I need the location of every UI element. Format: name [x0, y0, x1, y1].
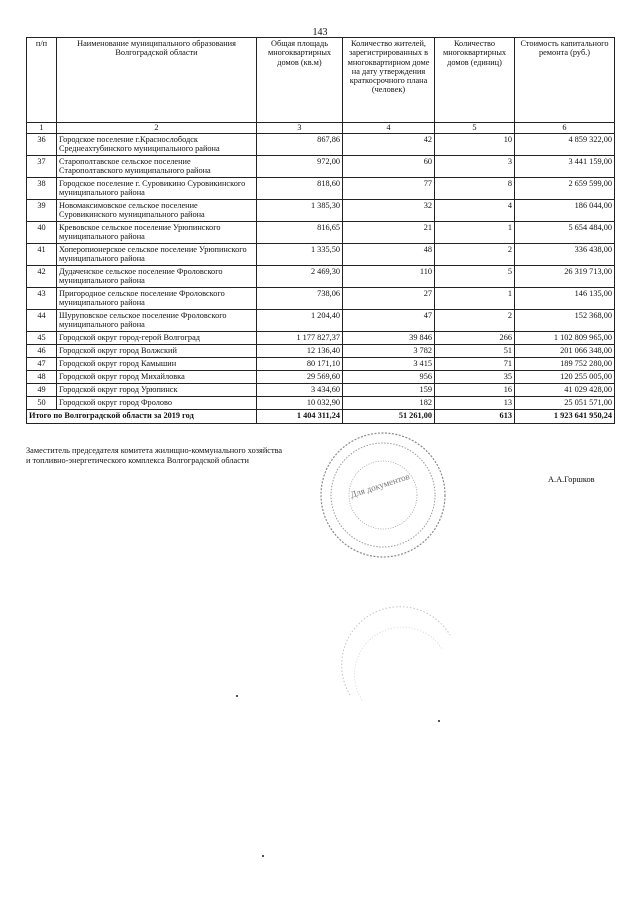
row-index: 37 — [27, 156, 57, 178]
row-name: Пригородное сельское поселение Фроловского муниципального района — [57, 288, 257, 310]
row-residents: 77 — [343, 178, 435, 200]
header-index: п/п — [27, 38, 57, 123]
row-cost: 26 319 713,00 — [515, 266, 615, 288]
row-area: 12 136,40 — [257, 345, 343, 358]
row-cost: 201 066 348,00 — [515, 345, 615, 358]
table-header-row — [27, 38, 615, 123]
row-area: 818,60 — [257, 178, 343, 200]
row-residents: 21 — [343, 222, 435, 244]
row-cost: 186 044,00 — [515, 200, 615, 222]
row-index: 47 — [27, 358, 57, 371]
row-houses: 3 — [435, 156, 515, 178]
row-residents: 42 — [343, 134, 435, 156]
column-number: 2 — [57, 123, 257, 134]
row-index: 48 — [27, 371, 57, 384]
total-houses: 613 — [435, 410, 515, 424]
table-row — [27, 200, 615, 222]
column-number: 1 — [27, 123, 57, 134]
row-name: Городской округ город-герой Волгоград — [57, 332, 257, 345]
row-houses: 35 — [435, 371, 515, 384]
row-index: 36 — [27, 134, 57, 156]
table-row — [27, 156, 615, 178]
official-stamp — [318, 430, 448, 560]
row-cost: 336 438,00 — [515, 244, 615, 266]
row-index: 50 — [27, 397, 57, 410]
row-houses: 13 — [435, 397, 515, 410]
row-area: 816,65 — [257, 222, 343, 244]
row-residents: 182 — [343, 397, 435, 410]
row-cost: 3 441 159,00 — [515, 156, 615, 178]
row-cost: 152 368,00 — [515, 310, 615, 332]
row-cost: 25 051 571,00 — [515, 397, 615, 410]
row-residents: 110 — [343, 266, 435, 288]
row-name: Городской округ город Волжский — [57, 345, 257, 358]
row-houses: 266 — [435, 332, 515, 345]
table-row — [27, 371, 615, 384]
row-name: Городской округ город Камышин — [57, 358, 257, 371]
row-index: 43 — [27, 288, 57, 310]
column-number: 6 — [515, 123, 615, 134]
row-residents: 3 782 — [343, 345, 435, 358]
row-index: 40 — [27, 222, 57, 244]
scan-speck — [262, 855, 264, 857]
faint-stamp-imprint — [330, 605, 460, 715]
column-number: 5 — [435, 123, 515, 134]
row-area: 972,00 — [257, 156, 343, 178]
table-row — [27, 384, 615, 397]
row-cost: 189 752 280,00 — [515, 358, 615, 371]
signer-name: А.А.Горшков — [548, 475, 595, 484]
table-row — [27, 288, 615, 310]
row-index: 38 — [27, 178, 57, 200]
row-name: Городской округ город Урюпинск — [57, 384, 257, 397]
row-index: 44 — [27, 310, 57, 332]
table-row — [27, 345, 615, 358]
row-index: 49 — [27, 384, 57, 397]
table-row — [27, 134, 615, 156]
row-area: 80 171,10 — [257, 358, 343, 371]
row-cost: 2 659 599,00 — [515, 178, 615, 200]
table-row — [27, 332, 615, 345]
row-area: 29 569,60 — [257, 371, 343, 384]
column-number: 3 — [257, 123, 343, 134]
row-houses: 10 — [435, 134, 515, 156]
svg-text:Для документов — [349, 471, 411, 500]
row-residents: 48 — [343, 244, 435, 266]
total-residents: 51 261,00 — [343, 410, 435, 424]
header-residents: Количество жителей, зарегистрированных в многоквартирном доме на дату утверждения краткосрочного плана (человек) — [343, 38, 435, 123]
table-row — [27, 397, 615, 410]
row-name: Дудаченское сельское поселение Фроловского муниципального района — [57, 266, 257, 288]
row-area: 1 204,40 — [257, 310, 343, 332]
row-cost: 146 135,00 — [515, 288, 615, 310]
row-houses: 2 — [435, 310, 515, 332]
total-label: Итого по Волгоградской области за 2019 год — [27, 410, 257, 424]
row-houses: 51 — [435, 345, 515, 358]
scan-speck — [438, 720, 440, 722]
header-area: Общая площадь многоквартирных домов (кв.м) — [257, 38, 343, 123]
row-name: Городское поселение г. Суровикино Суровикинского муниципального района — [57, 178, 257, 200]
row-residents: 47 — [343, 310, 435, 332]
row-index: 45 — [27, 332, 57, 345]
signer-position: Заместитель председателя комитета жилищно-коммунального хозяйства и топливно-энергетического комплекса Волгоградской области — [26, 446, 283, 466]
header-cost: Стоимость капитального ремонта (руб.) — [515, 38, 615, 123]
row-cost: 1 102 809 965,00 — [515, 332, 615, 345]
row-area: 2 469,30 — [257, 266, 343, 288]
table-row — [27, 178, 615, 200]
row-area: 867,86 — [257, 134, 343, 156]
row-index: 41 — [27, 244, 57, 266]
row-residents: 39 846 — [343, 332, 435, 345]
row-residents: 159 — [343, 384, 435, 397]
row-index: 39 — [27, 200, 57, 222]
row-houses: 16 — [435, 384, 515, 397]
scan-speck — [236, 695, 238, 697]
row-area: 1 385,30 — [257, 200, 343, 222]
row-index: 42 — [27, 266, 57, 288]
row-name: Хоперопионерское сельское поселение Урюпинского муниципального района — [57, 244, 257, 266]
row-houses: 1 — [435, 288, 515, 310]
row-area: 3 434,60 — [257, 384, 343, 397]
row-houses: 71 — [435, 358, 515, 371]
row-cost: 5 654 484,00 — [515, 222, 615, 244]
row-houses: 2 — [435, 244, 515, 266]
header-houses: Количество многоквартирных домов (единиц) — [435, 38, 515, 123]
table-row — [27, 244, 615, 266]
total-area: 1 404 311,24 — [257, 410, 343, 424]
row-name: Городское поселение г.Краснослободск Среднеахтубинского муниципального района — [57, 134, 257, 156]
row-houses: 5 — [435, 266, 515, 288]
page-number: 143 — [312, 27, 328, 38]
column-number: 4 — [343, 123, 435, 134]
total-row — [27, 410, 615, 424]
row-name: Городской округ город Фролово — [57, 397, 257, 410]
row-houses: 8 — [435, 178, 515, 200]
row-name: Шуруповское сельское поселение Фроловского муниципального района — [57, 310, 257, 332]
budget-table — [26, 37, 615, 424]
row-name: Старополтавское сельское поселение Старополтавского муниципального района — [57, 156, 257, 178]
row-index: 46 — [27, 345, 57, 358]
table-row — [27, 222, 615, 244]
stamp-text: Для документов — [348, 471, 411, 500]
header-municipality: Наименование муниципального образования Волгоградской области — [57, 38, 257, 123]
row-area: 10 032,90 — [257, 397, 343, 410]
row-residents: 60 — [343, 156, 435, 178]
table-row — [27, 358, 615, 371]
column-number-row — [27, 123, 615, 134]
row-area: 1 177 827,37 — [257, 332, 343, 345]
row-residents: 27 — [343, 288, 435, 310]
row-houses: 4 — [435, 200, 515, 222]
total-cost: 1 923 641 950,24 — [515, 410, 615, 424]
row-residents: 3 415 — [343, 358, 435, 371]
row-name: Городской округ город Михайловка — [57, 371, 257, 384]
row-area: 738,06 — [257, 288, 343, 310]
row-name: Кревовское сельское поселение Урюпинского муниципального района — [57, 222, 257, 244]
row-name: Новомаксимовское сельское поселение Суровикинского муниципального района — [57, 200, 257, 222]
table-row — [27, 266, 615, 288]
row-cost: 41 029 428,00 — [515, 384, 615, 397]
row-area: 1 335,50 — [257, 244, 343, 266]
row-cost: 120 255 005,00 — [515, 371, 615, 384]
row-residents: 32 — [343, 200, 435, 222]
row-houses: 1 — [435, 222, 515, 244]
row-cost: 4 859 322,00 — [515, 134, 615, 156]
table-row — [27, 310, 615, 332]
row-residents: 956 — [343, 371, 435, 384]
